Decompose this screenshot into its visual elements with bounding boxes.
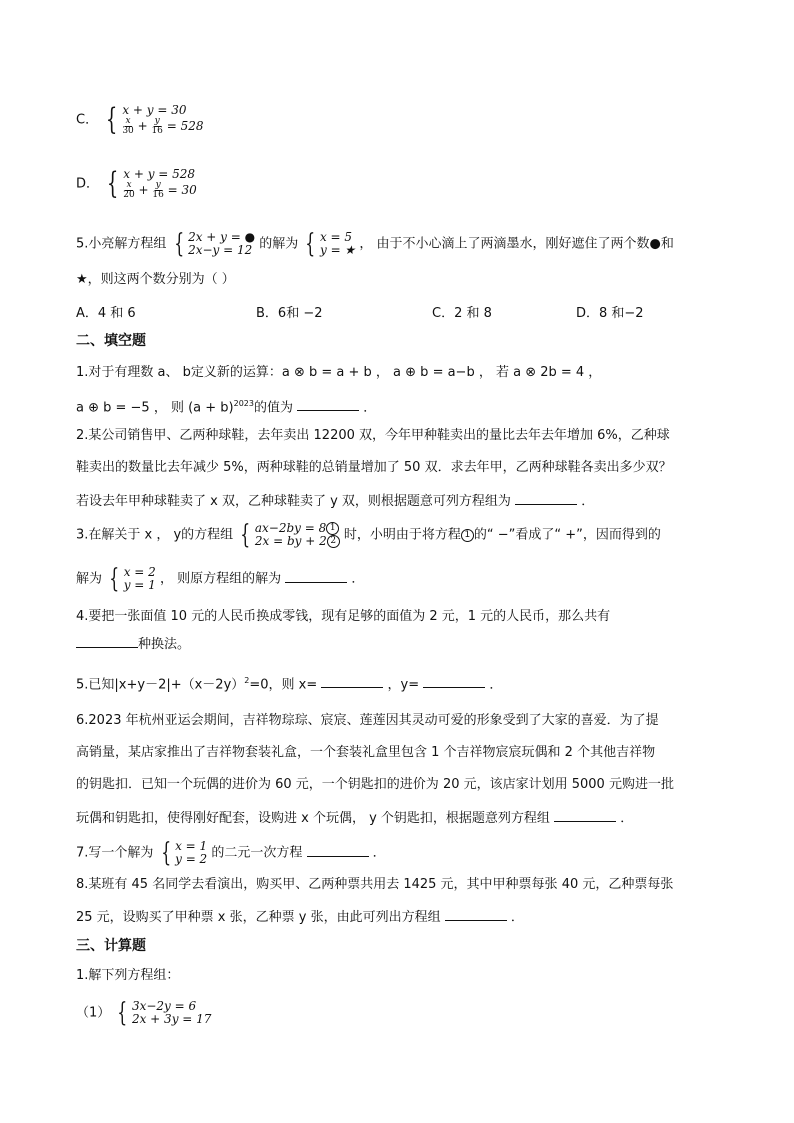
fill-3-solution: { x = 2 y = 1 [109, 564, 156, 594]
q5-prefix: 5.小亮解方程组 [76, 236, 167, 252]
q5-line2: ★，则这两个数分别为（ ） [76, 272, 235, 287]
fill-8-line1: 8.某班有 45 名同学去看演出，购买甲、乙两种票共用去 1425 元，其中甲种票每张 40 元，乙种票每张 [76, 877, 674, 892]
fill-8-blank[interactable] [445, 906, 507, 921]
option-c-eq1: x + y = 30 [122, 103, 187, 117]
option-c [76, 104, 204, 136]
fill-5: 5.已知$|x+y-2|+(x-2y)^2=0$，则 x= ，y= ． [76, 672, 502, 694]
fill-7-blank[interactable] [307, 842, 369, 857]
option-d-eq2: $\frac{x}{20}$ + $\frac{y}{16}$ = 30 [123, 180, 197, 200]
option-c-eq2: $\frac{x}{30}$ + $\frac{y}{16}$ = 528 [122, 116, 204, 136]
option-d [76, 168, 197, 200]
option-c-system: { x + y = 30 $\frac{x}{30}$ + $\frac{y}{16}$ = 528 [106, 102, 204, 137]
section-fill-in-blank-title: 二、填空题 [76, 333, 146, 349]
fill-3-blank[interactable] [285, 568, 347, 583]
fill-4-line2: 种换法。 [76, 633, 190, 654]
fill-6-line4: 玩偶和钥匙扣，使得刚好配套，设购进 x 个玩偶， y 个钥匙扣，根据题意列方程组 ． [76, 807, 633, 828]
q5-mid: 的解为 [259, 236, 299, 252]
fill-3-system: { ax−2by = 8 1 2x = by + 2 2 [237, 522, 339, 548]
calc-1-part-1: （1） { 3x−2y = 6 2x + 3y = 17 [76, 998, 212, 1028]
fill-1-line2: a ⊕ b = −5 ， 则 $(a + b)^{2023}$的值为 ． [76, 395, 376, 417]
fill-2-line1: 2.某公司销售甲、乙两种球鞋，去年卖出 12200 双，今年甲种鞋卖出的量比去年去年增加 6%，乙种球 [76, 428, 670, 443]
q5-suffix: ， 由于不小心滴上了两滴墨水，刚好遮住了两个数●和 [359, 236, 674, 252]
fill-2-line2: 鞋卖出的数量比去年减少 5%，两种球鞋的总销量增加了 50 双．求去年甲，乙两种球鞋各卖出多少双？ [76, 460, 672, 475]
calc-1-title: 1.解下列方程组： [76, 968, 180, 983]
calc-1-system: { 3x−2y = 6 2x + 3y = 17 [117, 998, 212, 1028]
fill-4-line1: 4.要把一张面值 10 元的人民币换成零钱，现有足够的面值为 2 元，1 元的人民币，那么共有 [76, 609, 611, 624]
fill-3-line2: 解为 { x = 2 y = 1 ， 则原方程组的解为 ． [76, 564, 365, 594]
fill-6-blank[interactable] [554, 807, 616, 822]
question-5 [76, 231, 674, 257]
option-c-label: C． [76, 112, 99, 128]
fill-1-blank[interactable] [297, 396, 359, 411]
section-calculation-title: 三、计算题 [76, 938, 146, 954]
fill-6-line3: 的钥匙扣．已知一个玩偶的进价为 60 元，一个钥匙扣的进价为 20 元，该店家计划用 5000 元购进一批 [76, 777, 674, 792]
fill-1-line1: 1.对于有理数 a、 b定义新的运算：a ⊗ b = a + b ， a ⊕ b = a−b ， 若 a ⊗ 2b = 4 ， [76, 365, 602, 380]
fill-3-line1: 3.在解关于 x ， y的方程组 { ax−2by = 8 1 2x = by + 2 2 时，小明由于将方程 1 的“ −”看成了“ +”，因而得到的 [76, 520, 661, 550]
q5-option-c[interactable]: C．2 和 8 [432, 306, 492, 321]
q5-option-b[interactable]: B．6和 −2 [256, 306, 323, 321]
q5-system: { 2x + y = ● 2x−y = 12 [173, 229, 256, 259]
option-d-system: { x + y = 528 $\frac{x}{20}$ + $\frac{y}{16}$ = 30 [106, 166, 197, 201]
fill-4-blank[interactable] [76, 633, 138, 648]
fill-5-blank-x[interactable] [321, 673, 383, 688]
fill-8-line2: 25 元，设购买了甲种票 x 张，乙种票 y 张，由此可列出方程组 ． [76, 906, 524, 927]
q5-option-a[interactable]: A．4 和 6 [76, 306, 136, 321]
fill-6-line1: 6.2023 年杭州亚运会期间，吉祥物琮琮、宸宸、莲莲因其灵动可爱的形象受到了大家的喜爱．为了提 [76, 713, 659, 728]
q5-solution: { x = 5 y = ★ [305, 229, 356, 259]
option-d-eq1: x + y = 528 [123, 167, 196, 181]
fill-6-line2: 高销量，某店家推出了吉祥物套装礼盒，一个套装礼盒里包含 1 个吉祥物宸宸玩偶和 2 个其他吉祥物 [76, 745, 656, 760]
option-d-label: D． [76, 176, 100, 192]
q5-option-d[interactable]: D．8 和−2 [576, 306, 644, 321]
fill-2-blank[interactable] [515, 490, 577, 505]
fill-2-line3: 若设去年甲种球鞋卖了 x 双，乙种球鞋卖了 y 双，则根据题意可列方程组为 ． [76, 490, 594, 511]
fill-7-solution: { x = 1 y = 2 [160, 838, 208, 868]
fill-5-blank-y[interactable] [423, 673, 485, 688]
fill-7: 7.写一个解为 { x = 1 y = 2 的二元一次方程 ． [76, 838, 386, 868]
